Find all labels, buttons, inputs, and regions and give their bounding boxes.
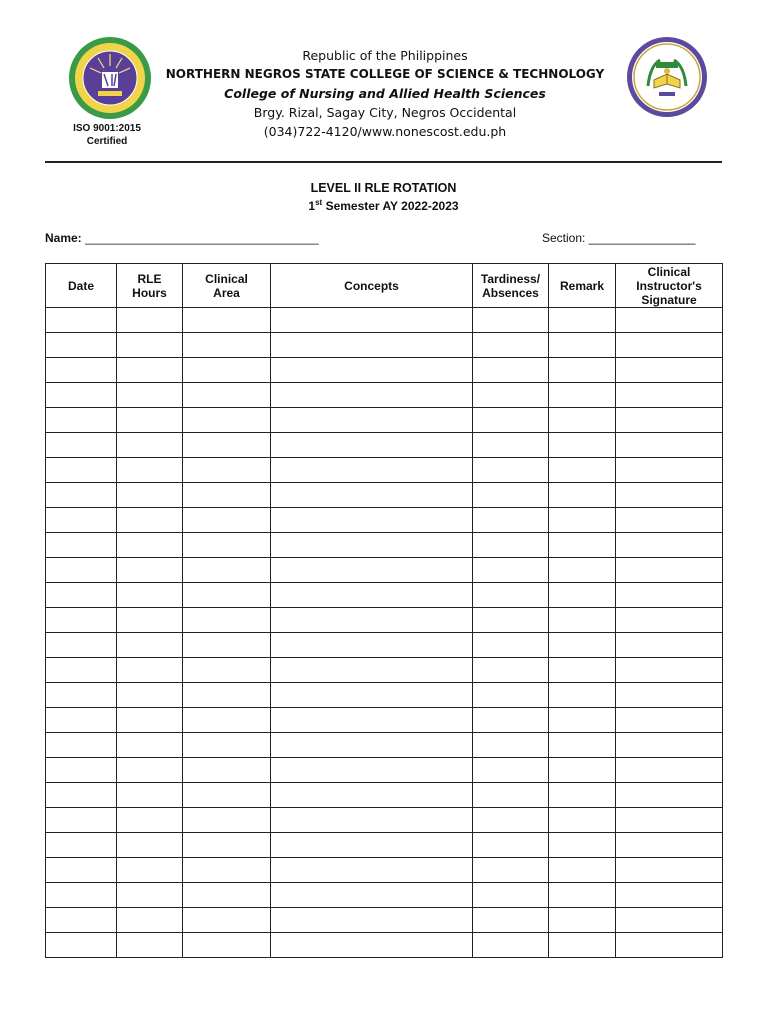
table-cell[interactable] [473,533,549,558]
table-cell[interactable] [46,808,117,833]
table-cell[interactable] [117,558,183,583]
table-cell[interactable] [117,458,183,483]
table-cell[interactable] [117,383,183,408]
table-cell[interactable] [616,308,723,333]
table-cell[interactable] [271,433,473,458]
table-cell[interactable] [117,633,183,658]
table-row [46,458,723,483]
table-cell[interactable] [616,633,723,658]
table-cell[interactable] [549,333,616,358]
table-cell[interactable] [183,333,271,358]
table-cell[interactable] [549,858,616,883]
table-cell[interactable] [616,683,723,708]
table-cell[interactable] [549,458,616,483]
table-cell[interactable] [549,483,616,508]
table-cell[interactable] [271,708,473,733]
table-row [46,533,723,558]
table-row [46,358,723,383]
table-cell[interactable] [183,808,271,833]
table-cell[interactable] [271,833,473,858]
table-cell[interactable] [549,583,616,608]
table-cell[interactable] [616,758,723,783]
table-cell[interactable] [549,733,616,758]
name-label: Name: [45,231,82,245]
table-cell[interactable] [117,333,183,358]
section-label: Section: [542,231,586,245]
table-cell[interactable] [549,758,616,783]
college-seal-icon [68,36,152,120]
table-cell[interactable] [271,333,473,358]
column-header [473,264,549,308]
table-cell[interactable] [473,658,549,683]
table-cell[interactable] [616,458,723,483]
table-cell[interactable] [473,508,549,533]
table-row [46,758,723,783]
table-cell[interactable] [183,558,271,583]
column-header-text: Clinical [205,271,248,286]
table-cell[interactable] [616,833,723,858]
table-cell[interactable] [473,333,549,358]
table-cell[interactable] [183,758,271,783]
column-header [183,264,271,308]
table-cell[interactable] [183,508,271,533]
table-cell[interactable] [616,783,723,808]
table-cell[interactable] [549,783,616,808]
table-cell[interactable] [473,883,549,908]
column-header-text: Remark [559,278,605,293]
column-header-text: Tardiness/ [480,271,541,286]
table-cell[interactable] [117,708,183,733]
table-row [46,583,723,608]
column-header-text: Area [213,285,240,300]
table-cell[interactable] [616,358,723,383]
column-header [549,264,616,308]
table-cell[interactable] [117,758,183,783]
table-cell[interactable] [473,858,549,883]
table-cell[interactable] [473,308,549,333]
table-cell[interactable] [473,733,549,758]
table-cell[interactable] [271,758,473,783]
table-row [46,908,723,933]
table-cell[interactable] [473,558,549,583]
iso-certification [64,122,150,148]
column-header-text: Clinical [647,264,691,279]
table-row [46,858,723,883]
table-cell[interactable] [616,333,723,358]
table-cell[interactable] [183,783,271,808]
table-cell[interactable] [46,658,117,683]
table-cell[interactable] [46,483,117,508]
table-row [46,433,723,458]
table-cell[interactable] [271,683,473,708]
table-cell[interactable] [271,808,473,833]
iso-standard: ISO 9001:2015 [73,123,141,134]
table-cell[interactable] [616,858,723,883]
table-cell[interactable] [117,508,183,533]
table-cell[interactable] [117,833,183,858]
table-cell[interactable] [46,358,117,383]
table-cell[interactable] [117,358,183,383]
table-cell[interactable] [616,408,723,433]
table-cell[interactable] [616,558,723,583]
table-cell[interactable] [183,533,271,558]
table-cell[interactable] [271,508,473,533]
table-cell[interactable] [183,358,271,383]
table-cell[interactable] [616,608,723,633]
table-cell[interactable] [549,933,616,958]
table-cell[interactable] [549,908,616,933]
table-cell[interactable] [46,833,117,858]
table-cell[interactable] [616,583,723,608]
table-cell[interactable] [46,583,117,608]
table-cell[interactable] [117,858,183,883]
table-row [46,658,723,683]
college-name: College of Nursing and Allied Health Sciences [224,86,546,101]
table-cell[interactable] [616,733,723,758]
table-cell[interactable] [46,508,117,533]
table-cell[interactable] [46,708,117,733]
table-cell[interactable] [473,808,549,833]
table-cell[interactable] [183,308,271,333]
school-contact: (034)722-4120/www.nonescost.edu.ph [263,124,507,139]
table-cell[interactable] [117,308,183,333]
table-cell[interactable] [183,633,271,658]
table-cell[interactable] [46,433,117,458]
table-cell[interactable] [616,908,723,933]
table-cell[interactable] [549,833,616,858]
semester-line [45,198,722,213]
table-cell[interactable] [473,383,549,408]
table-cell[interactable] [46,608,117,633]
table-cell[interactable] [46,458,117,483]
table-cell[interactable] [271,458,473,483]
table-cell[interactable] [271,783,473,808]
table-cell[interactable] [117,433,183,458]
iso-certified: Certified [86,136,128,147]
table-cell[interactable] [46,733,117,758]
table-cell[interactable] [183,483,271,508]
table-cell[interactable] [183,608,271,633]
table-cell[interactable] [271,733,473,758]
table-cell[interactable] [473,633,549,658]
table-cell[interactable] [271,883,473,908]
country-name: Republic of the Philippines [302,48,468,63]
column-header [46,264,117,308]
table-cell[interactable] [46,783,117,808]
semester-text: Semester AY 2022-2023 [322,199,459,213]
name-blank[interactable]: ___________________________________ [81,231,319,245]
table-cell[interactable] [271,633,473,658]
table-cell[interactable] [46,533,117,558]
table-row [46,383,723,408]
table-row [46,483,723,508]
school-address: Brgy. Rizal, Sagay City, Negros Occidental [253,105,517,120]
table-cell[interactable] [46,758,117,783]
table-cell[interactable] [117,583,183,608]
column-header [616,264,723,308]
table-cell[interactable] [549,533,616,558]
column-header-text: Instructor's [636,278,702,293]
table-cell[interactable] [616,483,723,508]
table-cell[interactable] [46,308,117,333]
table-cell[interactable] [183,883,271,908]
table-cell[interactable] [473,608,549,633]
table-cell[interactable] [473,583,549,608]
table-cell[interactable] [271,383,473,408]
table-cell[interactable] [549,433,616,458]
table-cell[interactable] [271,858,473,883]
table-row [46,508,723,533]
section-field[interactable] [542,231,695,245]
table-cell[interactable] [473,833,549,858]
table-cell[interactable] [473,458,549,483]
table-cell[interactable] [183,583,271,608]
table-row [46,608,723,633]
table-cell[interactable] [46,933,117,958]
table-row [46,683,723,708]
table-cell[interactable] [616,883,723,908]
table-cell[interactable] [616,708,723,733]
table-row [46,333,723,358]
table-cell[interactable] [271,558,473,583]
table-row [46,633,723,658]
table-cell[interactable] [616,433,723,458]
table-cell[interactable] [271,483,473,508]
column-header-text: Hours [132,285,167,300]
table-body [46,308,723,958]
table-cell[interactable] [549,408,616,433]
table-cell[interactable] [549,658,616,683]
table-cell[interactable] [473,483,549,508]
table-cell[interactable] [473,908,549,933]
table-cell[interactable] [549,633,616,658]
semester-number: 1 [308,199,316,213]
table-cell[interactable] [549,808,616,833]
column-header-text: Absences [482,285,539,300]
table-header-row [46,264,723,308]
table-cell[interactable] [117,783,183,808]
table-cell[interactable] [183,908,271,933]
table-cell[interactable] [549,358,616,383]
table-cell[interactable] [46,883,117,908]
table-cell[interactable] [183,658,271,683]
section-blank[interactable]: ________________ [585,231,696,245]
table-cell[interactable] [271,933,473,958]
table-cell[interactable] [46,408,117,433]
table-row [46,783,723,808]
semester-ordinal: st [315,198,323,207]
table-cell[interactable] [549,608,616,633]
column-header-text: Date [67,278,94,293]
table-cell[interactable] [183,433,271,458]
table-cell[interactable] [473,758,549,783]
table-cell[interactable] [549,383,616,408]
table-cell[interactable] [183,683,271,708]
table-cell[interactable] [549,508,616,533]
table-cell[interactable] [473,708,549,733]
table-cell[interactable] [117,608,183,633]
table-cell[interactable] [117,408,183,433]
table-row [46,833,723,858]
table-cell[interactable] [473,933,549,958]
table-cell[interactable] [183,858,271,883]
table-cell[interactable] [183,708,271,733]
table-cell[interactable] [549,683,616,708]
table-cell[interactable] [46,633,117,658]
column-header [271,264,473,308]
table-cell[interactable] [549,708,616,733]
column-header-text: Signature [641,292,697,307]
table-cell[interactable] [183,408,271,433]
header-divider [45,161,722,163]
table-cell[interactable] [271,308,473,333]
table-cell[interactable] [46,333,117,358]
table-cell[interactable] [117,908,183,933]
table-cell[interactable] [183,933,271,958]
table-cell[interactable] [46,558,117,583]
table-cell[interactable] [616,383,723,408]
table-row [46,558,723,583]
table-cell[interactable] [117,933,183,958]
name-field[interactable] [45,231,319,245]
table-cell[interactable] [183,383,271,408]
table-cell[interactable] [117,733,183,758]
form-title: LEVEL II RLE ROTATION [310,181,457,195]
nursing-college-seal-icon [626,36,708,118]
table-cell[interactable] [117,483,183,508]
table-row [46,933,723,958]
table-cell[interactable] [616,533,723,558]
table-cell[interactable] [117,808,183,833]
table-cell[interactable] [271,908,473,933]
table-cell[interactable] [271,533,473,558]
table-cell[interactable] [117,533,183,558]
table-cell[interactable] [473,408,549,433]
table-cell[interactable] [271,658,473,683]
table-cell[interactable] [473,358,549,383]
table-cell[interactable] [117,683,183,708]
table-cell[interactable] [271,583,473,608]
column-header [117,264,183,308]
table-cell[interactable] [616,933,723,958]
table-cell[interactable] [183,833,271,858]
table-cell[interactable] [549,558,616,583]
table-cell[interactable] [183,733,271,758]
table-cell[interactable] [473,683,549,708]
table-cell[interactable] [117,883,183,908]
table-cell[interactable] [473,433,549,458]
table-cell[interactable] [616,658,723,683]
column-header-text: Concepts [344,278,399,293]
column-header-text: RLE [137,271,162,286]
table-cell[interactable] [117,658,183,683]
rotation-log-table [45,263,723,958]
table-cell[interactable] [271,358,473,383]
table-cell[interactable] [271,608,473,633]
table-row [46,883,723,908]
table-row [46,708,723,733]
table-row [46,308,723,333]
table-row [46,808,723,833]
table-cell[interactable] [616,508,723,533]
table-cell[interactable] [46,858,117,883]
table-row [46,733,723,758]
table-cell[interactable] [473,783,549,808]
table-cell[interactable] [616,808,723,833]
table-cell[interactable] [183,458,271,483]
table-cell[interactable] [46,908,117,933]
table-cell[interactable] [549,308,616,333]
table-cell[interactable] [549,883,616,908]
table-cell[interactable] [46,383,117,408]
table-cell[interactable] [46,683,117,708]
table-row [46,408,723,433]
table-cell[interactable] [271,408,473,433]
school-name: NORTHERN NEGROS STATE COLLEGE OF SCIENCE & TECHNOLOGY [165,67,605,81]
